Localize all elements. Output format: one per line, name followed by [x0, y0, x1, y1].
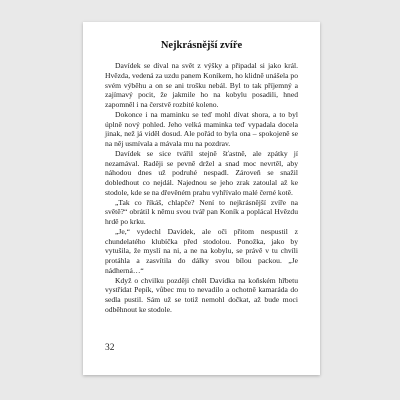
paragraph: Davídek se sice tvářil stejně šťastně, ale zpátky jí nezamával. Raději se pevně držel a snad moc nevrtěl, aby náhodou dnes už podruhé nespadl. Zároveň se snažil dobledhout co nejdál. Najednou se jeho zrak zatoulal až ke stodole, kde se na dřevěném prahu vyhřívalo malé černé kotě.: [105, 148, 298, 197]
paragraph: „Tak co říkáš, chlapče? Není to nejkrásnější zvíře na světě?“ obrátil k němu svou tvář pan Koník a poplácal Hvězdu hrdě po krku.: [105, 197, 298, 226]
paragraph: Davídek se díval na svět z výšky a připadal si jako král. Hvězda, vedená za uzdu panem Koníkem, ho klidně unášela po svém výběhu a on se ani trošku nebál. Byl to tak příjemný a zajímavý pocit, že jakmile ho na kobylu posadili, hned zapomněl i na čerstvě rozbité koleno.: [105, 61, 298, 109]
page-number: 32: [105, 343, 115, 353]
page-body-text: [105, 61, 298, 315]
chapter-title: Nejkrásnější zvíře: [160, 40, 243, 51]
paragraph: Dokonce i na maminku se teď mohl dívat shora, a to byl úplně nový pohled. Jeho velká maminka teď vypadala docela jinak, než já viděl dosud. Ale pořád to byla ona – spokojeně se na něj usmívala a mávala mu na pozdrav.: [105, 109, 298, 148]
paragraph: Když o chvilku později chtěl Davídka na koňském hřbetu vystřídat Pepík, vůbec mu to nevadilo a ochotně kamaráda do sedla pustil. Sám už se totiž nemohl dočkat, až bude moci odběhnout ke stodole.: [105, 275, 298, 314]
book-page: [83, 22, 320, 375]
paragraph: „Je,“ vydechl Davídek, ale oči přitom nespustil z chundelatého klubíčka před stodolou. Ponožka, jako by vytušila, že myslí na ni, a ne na kobylu, se právě v tu chvíli protáhla a zasvítila do dálky svou bílou packou. „Je nádherná…“: [105, 226, 298, 275]
